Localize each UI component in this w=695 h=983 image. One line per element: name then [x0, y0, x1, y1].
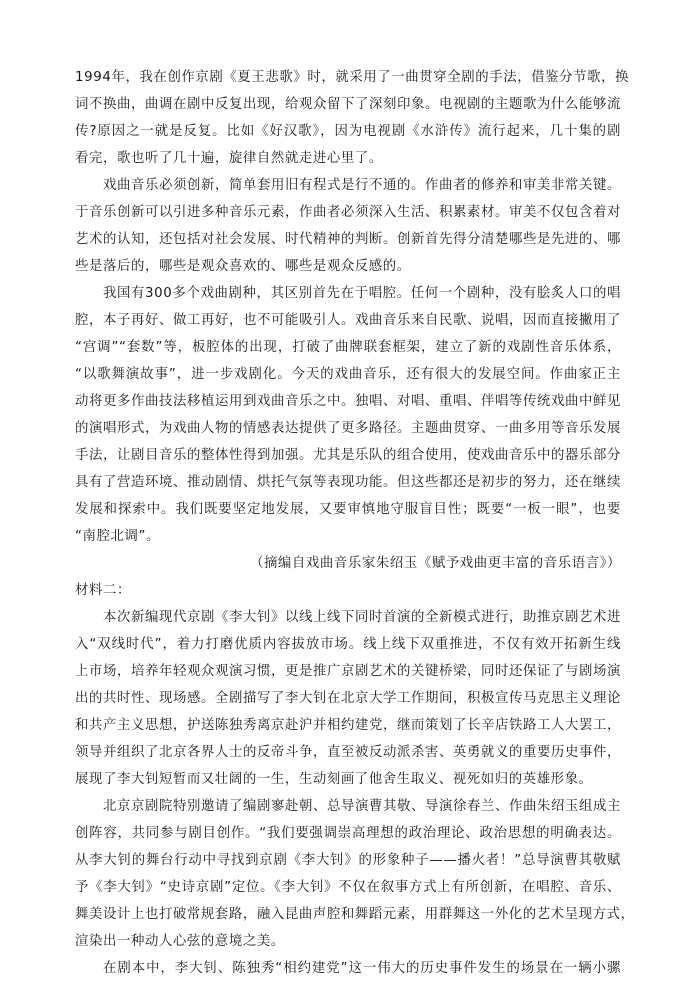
- text-line: 领导并组织了北京各界人士的反帝斗争，直至被反动派杀害、英勇就义的重要历史事件，: [75, 745, 621, 760]
- text-line: 创阵容，共同参与剧目创作。“我们要强调崇高理想的政治理论、政治思想的明确表达。: [75, 826, 621, 841]
- text-line: 于音乐创新可以引进多种音乐元素，作曲者必须深入生活、积累素材。审美不仅包含着对: [75, 205, 621, 220]
- text-line: 从李大钊的舞台行动中寻找到京剧《李大钊》的形象种子——播火者！”总导演曹其敬赋: [75, 853, 621, 868]
- paragraph-first-line: 本次新编现代京剧《李大钊》以线上线下同时首演的全新模式进行，助推京剧艺术进: [103, 610, 621, 625]
- text-line: 传?原因之一就是反复。比如《好汉歌》，因为电视剧《水浒传》流行起来，几十集的剧: [75, 124, 621, 139]
- text-line: 词不换曲，曲调在剧中反复出现，给观众留下了深刻印象。电视剧的主题歌为什么能够流: [75, 97, 621, 112]
- text-line: 腔，本子再好、做工再好，也不可能吸引人。戏曲音乐来自民歌、说唱，因而直接撇用了: [75, 313, 621, 328]
- paragraph-first-line: 我国有300多个戏曲剧种，其区别首先在于唱腔。任何一个剧种，没有脍炙人口的唱: [103, 286, 621, 301]
- text-line: “宫调”“套数”等，板腔体的出现，打破了曲牌联套框架，建立了新的戏剧性音乐体系，: [75, 340, 621, 355]
- text-line: 的演唱形式，为戏曲人物的情感表达提供了更多路径。主题曲贯穿、一曲多用等音乐发展: [75, 421, 621, 436]
- text-line: “南腔北调”。: [75, 529, 161, 544]
- text-line: 些是落后的，哪些是观众喜欢的、哪些是观众反感的。: [75, 259, 411, 274]
- text-line: 予《李大钊》“史诗京剧”定位。《李大钊》不仅在叙事方式上有所创新，在唱腔、音乐、: [75, 880, 621, 895]
- text-line: 展现了李大钊短暂而又壮阔的一生，生动刻画了他舍生取义、视死如归的英雄形象。: [75, 772, 593, 787]
- text-line: 和共产主义思想，护送陈独秀离京赴沪并相约建党，继而策划了长辛店铁路工人大罢工，: [75, 718, 621, 733]
- paragraph-first-line: 戏曲音乐必须创新，简单套用旧有程式是行不通的。作曲者的修养和审美非常关键。: [103, 178, 621, 193]
- paragraph-first-line: 在剧本中，李大钊、陈独秀“相约建党”这一伟大的历史事件发生的场景在一辆小骡: [103, 961, 621, 976]
- text-line: 上市场，培养年轻观众观演习惯，更是推广京剧艺术的关键桥梁，同时还保证了与剧场演: [75, 664, 621, 679]
- text-line: 看完，歌也听了几十遍，旋律自然就走进心里了。: [75, 151, 383, 166]
- text-line: 入“双线时代”，着力打磨优质内容拔放市场。线上线下双重推进，不仅有效开拓新生线: [75, 637, 621, 652]
- section-heading-material-2: 材料二：: [75, 583, 131, 598]
- text-line: 出的共时性、现场感。全剧描写了李大钊在北京大学工作期间，积极宣传马克思主义理论: [75, 691, 621, 706]
- paragraph-first-line: 北京京剧院特别邀请了编剧寥赴朝、总导演曹其敬、导演徐春兰、作曲朱绍玉组成主: [103, 799, 621, 814]
- text-line: 渲染出一种动人心弦的意境之美。: [75, 934, 285, 949]
- text-line: 舞美设计上也打破常规套路，融入昆曲声腔和舞蹈元素，用群舞这一外化的艺术呈现方式，: [75, 907, 635, 922]
- text-line: “以歌舞演故事”，进一步戏剧化。今天的戏曲音乐，还有很大的发展空间。作曲家正主: [75, 367, 621, 382]
- text-line: 发展和探索中。我们既要坚定地发展，又要审慎地守服盲目性；既要“一板一眼”，也要: [75, 502, 621, 517]
- text-line: 手法，让剧目音乐的整体性得到加强。尤其是乐队的组合使用，使戏曲音乐中的器乐部分: [75, 448, 621, 463]
- text-line: 1994年，我在创作京剧《夏王悲歌》时，就采用了一曲贯穿全剧的手法，借鉴分节歌，换: [75, 70, 630, 85]
- text-line: 艺术的认知，还包括对社会发展、时代精神的判断。创新首先得分清楚哪些是先进的、哪: [75, 232, 621, 247]
- text-line: 具有了营造环境、推动剧情、烘托气氛等表现功能。但这些都还是初步的努力，还在继续: [75, 475, 621, 490]
- source-citation: （摘编自戏曲音乐家朱绍玉《赋予戏曲更丰富的音乐语言》）: [249, 556, 621, 571]
- text-line: 动将更多作曲技法移植运用到戏曲音乐之中。独唱、对唱、重唱、伴唱等传统戏曲中鲜见: [75, 394, 621, 409]
